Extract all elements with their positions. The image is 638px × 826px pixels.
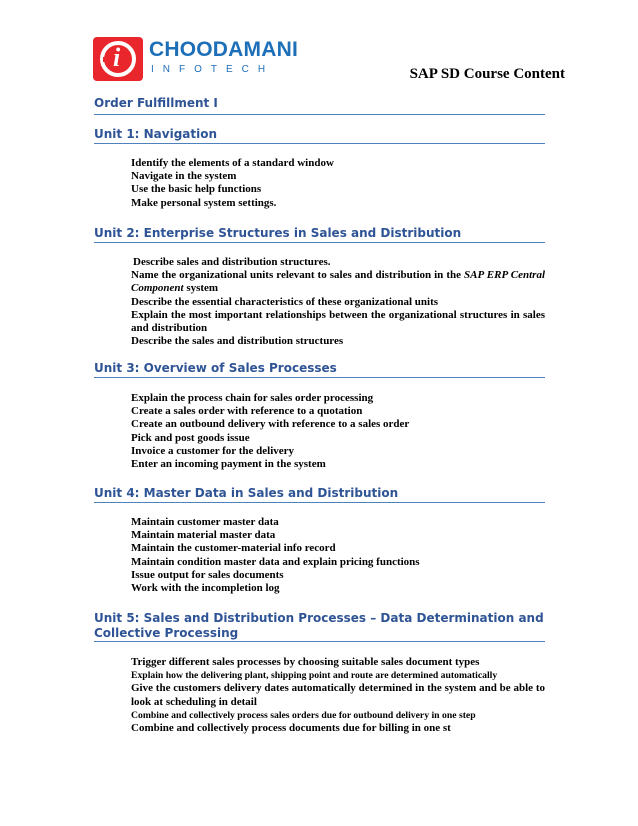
unit-2-rule bbox=[94, 242, 545, 243]
list-item: Create an outbound delivery with reference to a sales order bbox=[131, 418, 410, 431]
list-item: Name the organizational units relevant to sales and distribution in the SAP ERP Central Component system bbox=[131, 269, 546, 295]
unit-1-title: Unit 1: Navigation bbox=[94, 127, 218, 141]
list-item: Combine and collectively process documents due for billing in one st bbox=[131, 722, 451, 735]
list-item: Give the customers delivery dates automatically determined in the system and be able to look at scheduling in detail bbox=[131, 682, 545, 708]
unit-5-title-line-2: Collective Processing bbox=[94, 626, 239, 640]
unit-5-objectives bbox=[131, 656, 545, 735]
unit-4-objectives bbox=[131, 516, 545, 595]
section-heading-rule bbox=[94, 114, 545, 115]
unit-5-title-line-1: Unit 5: Sales and Distribution Processes – Data Determination and bbox=[94, 611, 544, 625]
document-title: SAP SD Course Content bbox=[409, 66, 565, 82]
list-item: Describe the essential characteristics of these organizational units bbox=[131, 295, 439, 308]
unit-1-objectives bbox=[131, 157, 545, 210]
list-item: Explain how the delivering plant, shipping point and route are determined automatically bbox=[131, 670, 498, 682]
section-heading: Order Fulfillment I bbox=[94, 96, 218, 110]
list-item: Issue output for sales documents bbox=[131, 568, 284, 581]
list-item: Combine and collectively process sales orders due for outbound delivery in one step bbox=[131, 709, 476, 721]
company-logo bbox=[93, 37, 298, 81]
unit-3-rule bbox=[94, 377, 545, 378]
list-item: Describe sales and distribution structures. bbox=[133, 256, 331, 268]
list-item: Explain the process chain for sales order processing bbox=[131, 392, 374, 404]
unit-3-objectives bbox=[131, 392, 545, 471]
logo-subtitle: INFOTECH bbox=[151, 64, 275, 75]
unit-1-rule bbox=[94, 143, 545, 144]
list-item: Maintain the customer-material info record bbox=[131, 542, 336, 555]
list-item: Maintain condition master data and explain pricing functions bbox=[131, 555, 420, 568]
list-item: Explain the most important relationships between the organizational structures in sales and distribution bbox=[131, 308, 545, 335]
unit-3-title: Unit 3: Overview of Sales Processes bbox=[94, 361, 337, 375]
list-item: Identify the elements of a standard window bbox=[131, 157, 334, 169]
unit-2-objectives bbox=[131, 256, 545, 348]
list-item: Maintain material master data bbox=[131, 529, 276, 542]
list-item: Create a sales order with reference to a quotation bbox=[131, 405, 363, 418]
list-item: Enter an incoming payment in the system bbox=[131, 458, 326, 471]
unit-5-rule bbox=[94, 641, 545, 642]
logo-mark-icon bbox=[93, 37, 143, 81]
list-item: Pick and post goods issue bbox=[131, 431, 250, 444]
list-item: Describe the sales and distribution structures bbox=[131, 335, 344, 348]
list-item: Maintain customer master data bbox=[131, 516, 279, 528]
unit-4-rule bbox=[94, 502, 545, 503]
list-item: Use the basic help functions bbox=[131, 183, 262, 196]
unit-2-title: Unit 2: Enterprise Structures in Sales and Distribution bbox=[94, 226, 462, 240]
list-item: Navigate in the system bbox=[131, 170, 237, 183]
logo-name: CHOODAMANI bbox=[149, 38, 298, 61]
list-item: Make personal system settings. bbox=[131, 196, 277, 209]
list-item: Trigger different sales processes by choosing suitable sales document types bbox=[131, 656, 480, 668]
list-item: Invoice a customer for the delivery bbox=[131, 444, 295, 457]
logo-mark-letter: i bbox=[113, 43, 121, 72]
unit-4-title: Unit 4: Master Data in Sales and Distribution bbox=[94, 486, 399, 500]
list-item: Work with the incompletion log bbox=[131, 582, 280, 595]
unit-5-title bbox=[94, 611, 544, 641]
